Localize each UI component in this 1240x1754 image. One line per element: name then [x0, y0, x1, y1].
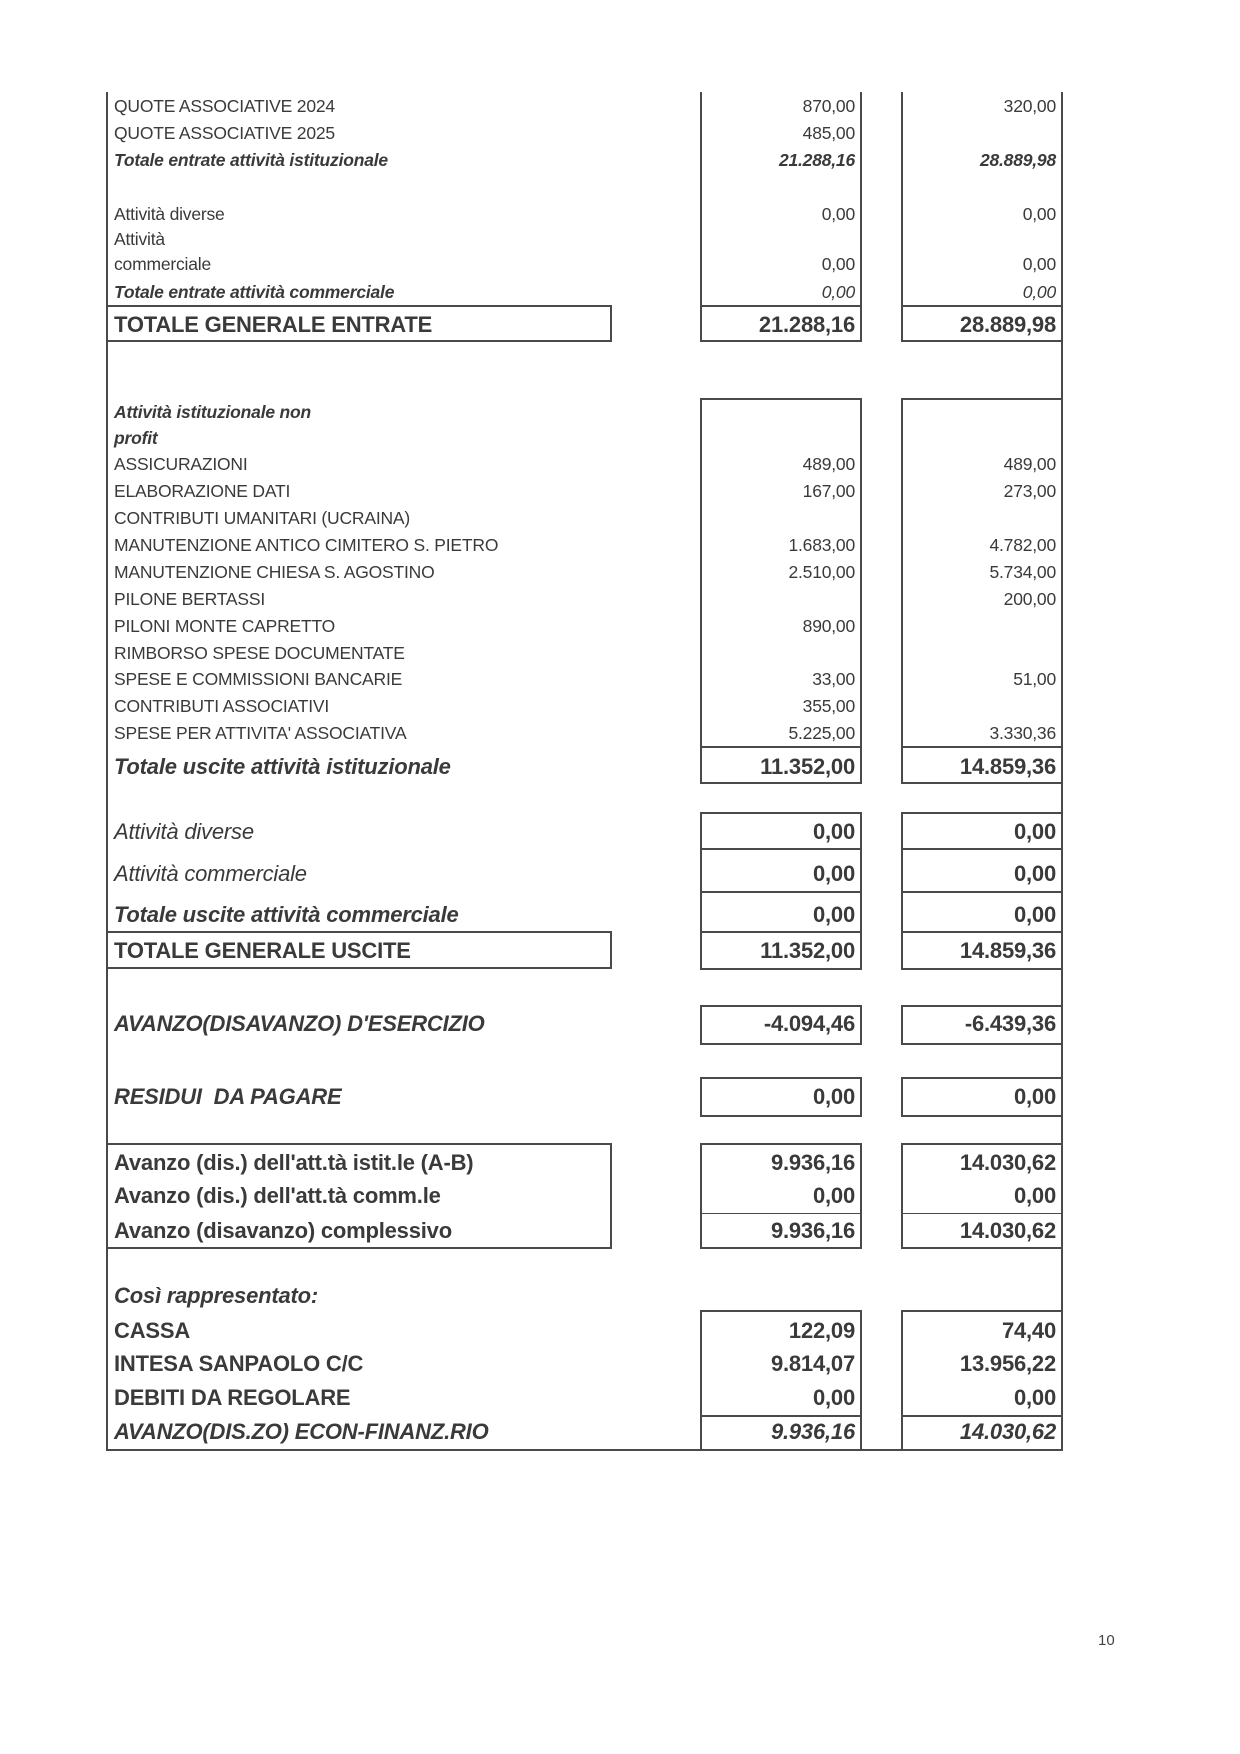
entrate-attivita-diverse-col2: 0,00 — [1022, 204, 1056, 224]
uscite-row-col1: 33,00 — [812, 669, 855, 689]
uscite-row-col1: 1.683,00 — [788, 535, 855, 555]
entrate-total-label-box-right — [610, 305, 612, 342]
avanzo-econ-finanz-label: AVANZO(DIS.ZO) ECON-FINANZ.RIO — [114, 1419, 489, 1444]
totale-uscite-istituzionale-col1: 11.352,00 — [760, 754, 855, 779]
avanzo-esercizio-col1: -4.094,46 — [763, 1011, 855, 1036]
uscite-row-label: CONTRIBUTI UMANITARI (UCRAINA) — [114, 508, 411, 528]
uscite-row-label: ASSICURAZIONI — [114, 454, 248, 474]
row-col1-quote-2025: 485,00 — [802, 123, 855, 143]
uscite-row-label: CONTRIBUTI ASSOCIATIVI — [114, 696, 330, 716]
uscite-row-col2: 4.782,00 — [989, 535, 1056, 555]
avanzo-econ-finanz-col2: 14.030,62 — [959, 1419, 1056, 1444]
totale-uscite-commerciale-col1: 0,00 — [812, 902, 855, 927]
avanzo-commerciale-col1: 0,00 — [812, 1183, 855, 1208]
debiti-col2: 0,00 — [1013, 1385, 1056, 1410]
uscite-row-label: SPESE E COMMISSIONI BANCARIE — [114, 669, 403, 689]
totale-entrate-istituzionale-label: Totale entrate attività istituzionale — [114, 150, 388, 170]
avanzi-complessivo-divider-col1 — [700, 1213, 862, 1214]
cassa-label: CASSA — [114, 1318, 191, 1343]
divider-entrate-total-col2 — [901, 305, 1063, 307]
uscite-attivita-diverse-col1: 0,00 — [812, 819, 855, 844]
totale-uscite-istituzionale-col2: 14.859,36 — [959, 754, 1056, 779]
totale-entrate-istituzionale-col1: 21.288,16 — [778, 150, 855, 170]
uscite-row-label: MANUTENZIONE ANTICO CIMITERO S. PIETRO — [114, 535, 499, 555]
uscite-row-col1: 167,00 — [802, 481, 855, 501]
uscite-attivita-diverse-label: Attività diverse — [114, 819, 254, 844]
uscite-row-col2: 489,00 — [1003, 454, 1056, 474]
totale-entrate-commerciale-col2: 0,00 — [1022, 282, 1056, 302]
totale-entrate-istituzionale-col2: 28.889,98 — [979, 150, 1056, 170]
entrate-attivita-diverse-col1: 0,00 — [821, 204, 855, 224]
entrate-attivita-commerciale-label-1: Attività — [114, 229, 165, 249]
avanzo-istituzionale-col2: 14.030,62 — [959, 1150, 1056, 1175]
residui-label: RESIDUI DA PAGARE — [114, 1084, 342, 1109]
uscite-row-label: MANUTENZIONE CHIESA S. AGOSTINO — [114, 562, 435, 582]
row-label-quote-2024: QUOTE ASSOCIATIVE 2024 — [114, 96, 335, 116]
uscite-row-label: SPESE PER ATTIVITA' ASSOCIATIVA — [114, 723, 407, 743]
uscite-row-col2: 51,00 — [1013, 669, 1056, 689]
banca-col2: 13.956,22 — [959, 1351, 1056, 1376]
divider-3-col2 — [901, 931, 1063, 933]
rappresentato-title: Così rappresentato: — [114, 1283, 319, 1308]
uscite-attivita-commerciale-col2: 0,00 — [1013, 861, 1056, 886]
row-label-quote-2025: QUOTE ASSOCIATIVE 2025 — [114, 123, 335, 143]
uscite-total-divider-col2 — [901, 746, 1063, 748]
uscite-row-col1: 489,00 — [802, 454, 855, 474]
uscite-row-col2: 273,00 — [1003, 481, 1056, 501]
divider-1-col2 — [901, 848, 1063, 850]
totale-generale-entrate-col2: 28.889,98 — [959, 312, 1056, 337]
uscite-row-col2: 3.330,36 — [989, 723, 1056, 743]
divider-2-col2 — [901, 891, 1063, 893]
totale-generale-entrate-label: TOTALE GENERALE ENTRATE — [114, 312, 433, 337]
avanzo-complessivo-col1: 9.936,16 — [770, 1218, 855, 1243]
rappresentato-total-divider-col2 — [901, 1415, 1063, 1417]
uscite-total-label-top — [106, 931, 612, 933]
uscite-row-col1: 355,00 — [802, 696, 855, 716]
totale-uscite-commerciale-col2: 0,00 — [1013, 902, 1056, 927]
row-col1-quote-2024: 870,00 — [802, 96, 855, 116]
divider-3-col1 — [700, 931, 862, 933]
uscite-total-divider-col1 — [700, 746, 862, 748]
uscite-row-col2: 200,00 — [1003, 589, 1056, 609]
entrate-total-bottom — [106, 340, 612, 342]
totale-generale-uscite-col2: 14.859,36 — [959, 938, 1056, 963]
uscite-row-label: PILONI MONTE CAPRETTO — [114, 616, 336, 636]
divider-entrate-total-col1 — [700, 305, 862, 307]
divider-entrate-total — [106, 305, 612, 307]
totale-generale-entrate-col1: 21.288,16 — [758, 312, 855, 337]
totale-entrate-commerciale-col1: 0,00 — [821, 282, 855, 302]
page-number: 10 — [1098, 1632, 1115, 1649]
avanzo-commerciale-col2: 0,00 — [1013, 1183, 1056, 1208]
uscite-attivita-commerciale-col1: 0,00 — [812, 861, 855, 886]
avanzo-econ-finanz-col1: 9.936,16 — [770, 1419, 855, 1444]
uscite-row-label: ELABORAZIONE DATI — [114, 481, 291, 501]
debiti-label: DEBITI DA REGOLARE — [114, 1385, 351, 1410]
uscite-attivita-commerciale-label: Attività commerciale — [114, 861, 307, 886]
avanzo-istituzionale-label: Avanzo (dis.) dell'att.tà istit.le (A-B) — [114, 1150, 474, 1175]
row-col2-quote-2024: 320,00 — [1003, 96, 1056, 116]
uscite-row-col1: 890,00 — [802, 616, 855, 636]
residui-col1: 0,00 — [812, 1084, 855, 1109]
entrate-attivita-commerciale-col2: 0,00 — [1022, 254, 1056, 274]
avanzo-esercizio-col2: -6.439,36 — [964, 1011, 1056, 1036]
debiti-col1: 0,00 — [812, 1385, 855, 1410]
uscite-row-col1: 5.225,00 — [788, 723, 855, 743]
uscite-row-col1: 2.510,00 — [788, 562, 855, 582]
avanzo-esercizio-label: AVANZO(DISAVANZO) D'ESERCIZIO — [114, 1011, 485, 1036]
totale-generale-uscite-label: TOTALE GENERALE USCITE — [114, 938, 411, 963]
uscite-row-label: PILONE BERTASSI — [114, 589, 265, 609]
cassa-col2: 74,40 — [1001, 1318, 1056, 1343]
entrate-total-bottom-col2 — [901, 340, 1063, 342]
uscite-row-label: RIMBORSO SPESE DOCUMENTATE — [114, 643, 405, 663]
totale-uscite-commerciale-label: Totale uscite attività commerciale — [114, 902, 459, 927]
uscite-attivita-diverse-col2: 0,00 — [1013, 819, 1056, 844]
avanzo-complessivo-label: Avanzo (disavanzo) complessivo — [114, 1218, 452, 1243]
totale-generale-uscite-col1: 11.352,00 — [760, 938, 855, 963]
rappresentato-total-divider-col1 — [700, 1415, 862, 1417]
avanzo-istituzionale-col1: 9.936,16 — [770, 1150, 855, 1175]
avanzo-commerciale-label: Avanzo (dis.) dell'att.tà comm.le — [114, 1183, 441, 1208]
divider-1-col1 — [700, 848, 862, 850]
uscite-row-col2: 5.734,00 — [989, 562, 1056, 582]
cassa-col1: 122,09 — [788, 1318, 855, 1343]
uscite-section-title-1: Attività istituzionale non — [114, 402, 312, 422]
totale-entrate-commerciale-label: Totale entrate attività commerciale — [114, 282, 395, 302]
avanzi-complessivo-divider-col2 — [901, 1213, 1063, 1214]
totale-uscite-istituzionale-label: Totale uscite attività istituzionale — [114, 754, 451, 779]
entrate-total-bottom-col1 — [700, 340, 862, 342]
entrate-attivita-commerciale-col1: 0,00 — [821, 254, 855, 274]
banca-col1: 9.814,07 — [770, 1351, 855, 1376]
entrate-attivita-commerciale-label-2: commerciale — [114, 254, 211, 274]
divider-2-col1 — [700, 891, 862, 893]
uscite-total-label-right — [610, 931, 612, 969]
banca-label: INTESA SANPAOLO C/C — [114, 1351, 364, 1376]
uscite-total-label-bottom — [106, 967, 612, 969]
avanzo-complessivo-col2: 14.030,62 — [959, 1218, 1056, 1243]
entrate-attivita-diverse-label: Attività diverse — [114, 204, 225, 224]
residui-col2: 0,00 — [1013, 1084, 1056, 1109]
uscite-section-title-2: profit — [114, 428, 158, 448]
